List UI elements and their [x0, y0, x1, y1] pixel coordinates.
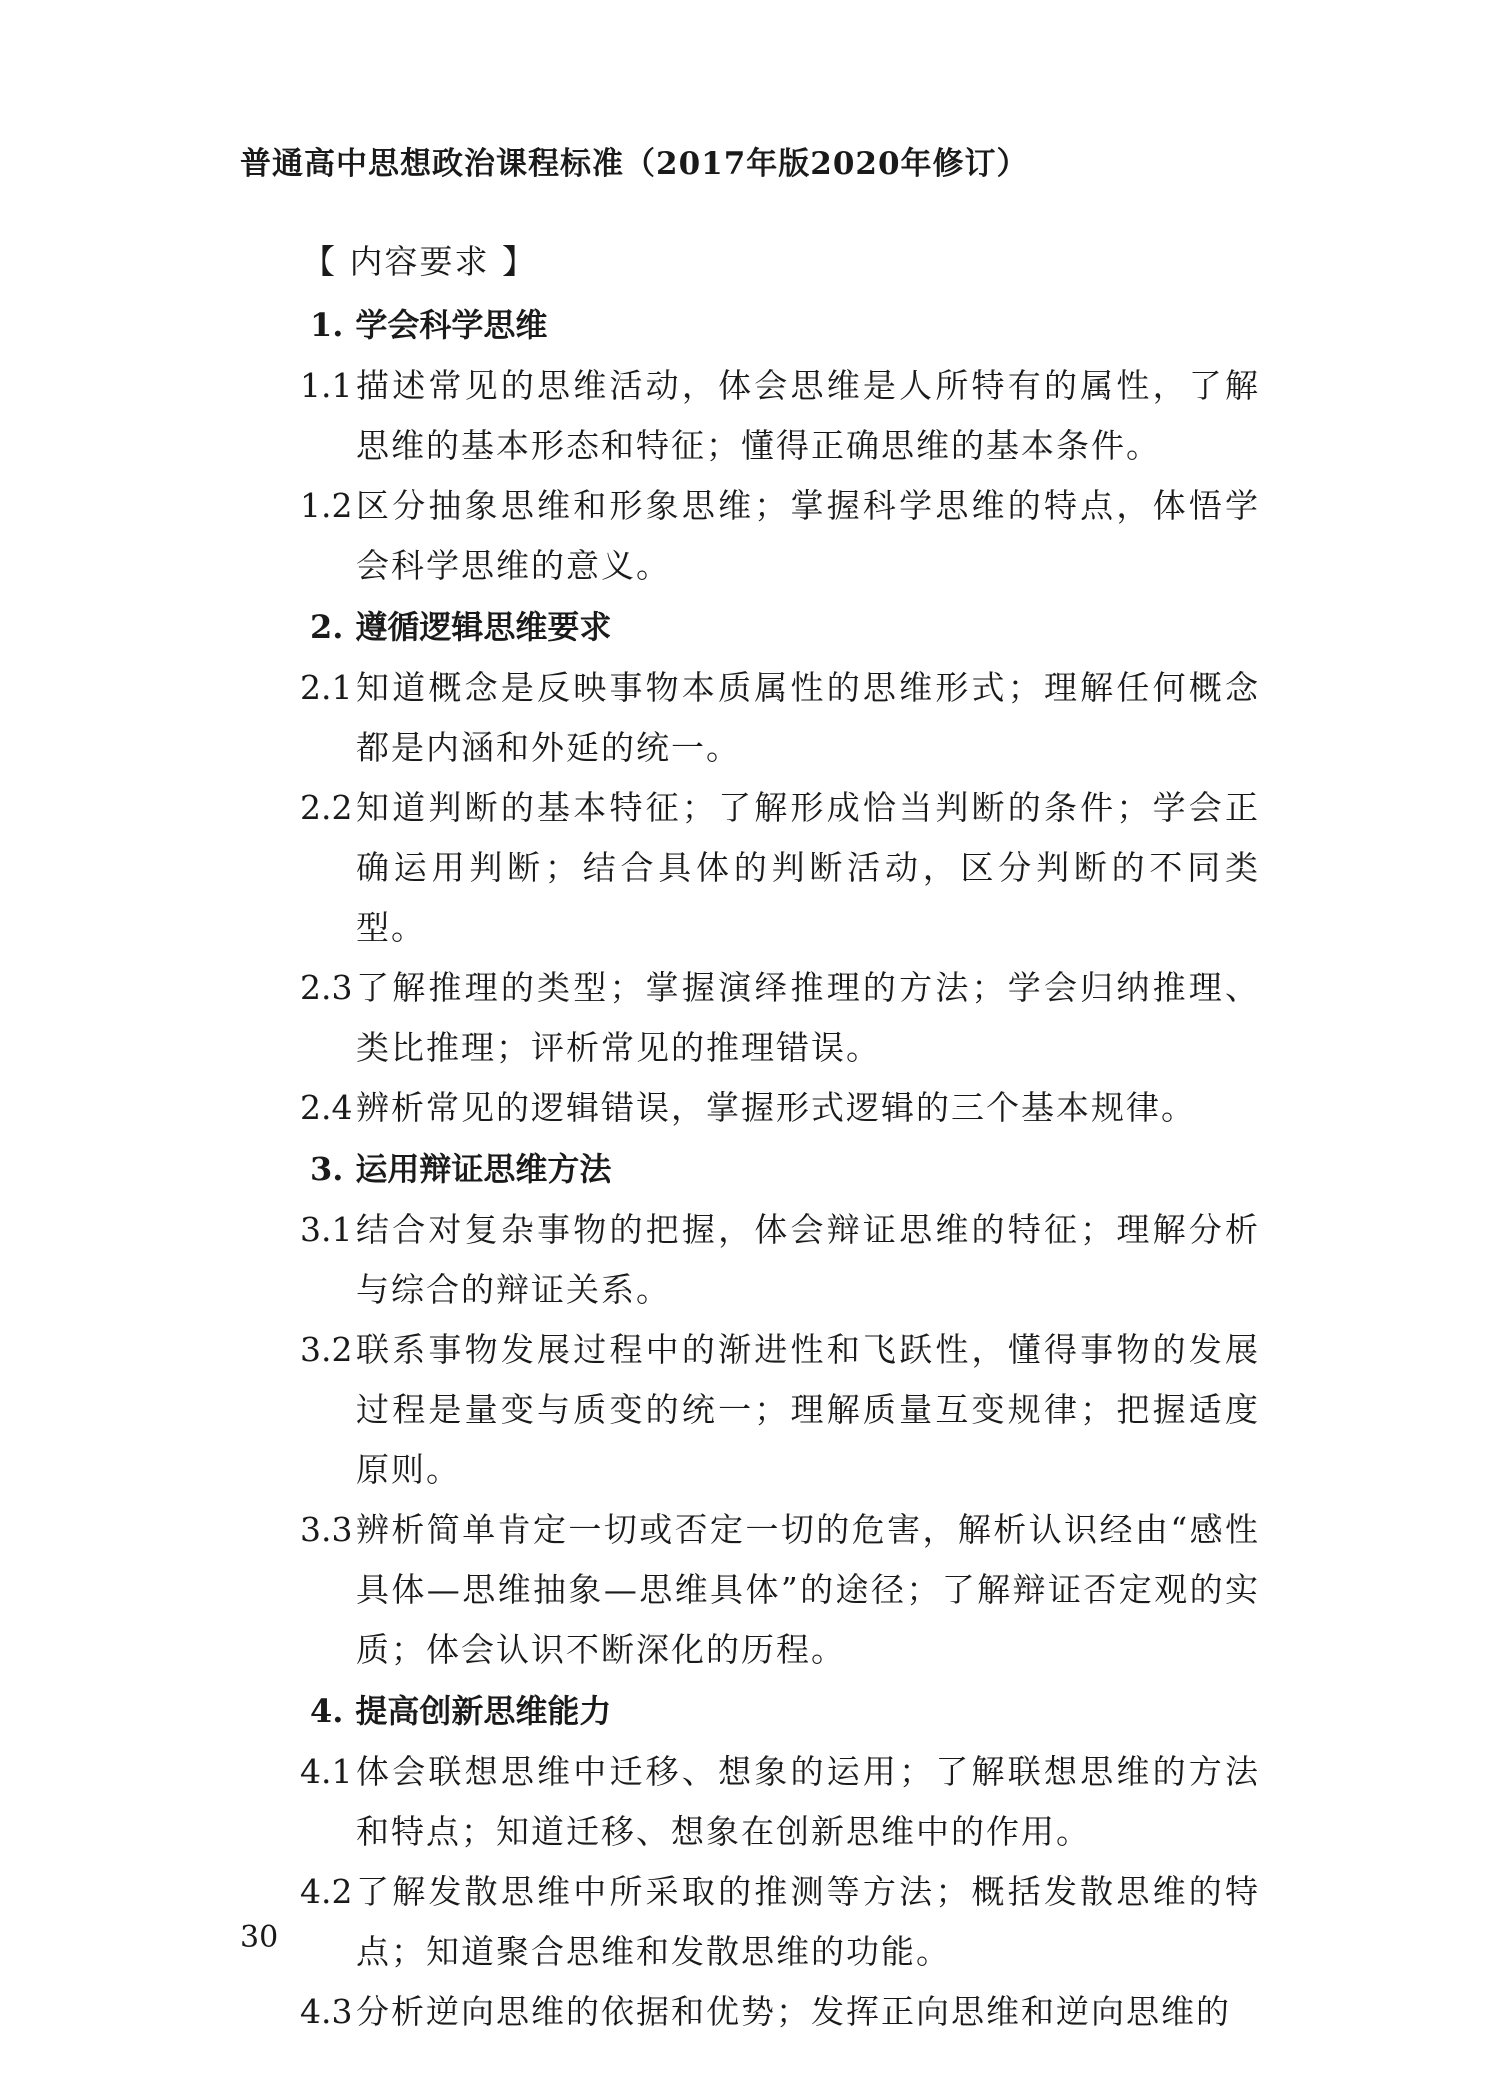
item-number: 2.3 [300, 968, 353, 1007]
section-title: 学会科学思维 [355, 306, 548, 344]
list-item [300, 958, 1260, 1078]
item-number: 4.2 [300, 1872, 353, 1911]
item-number: 3.2 [300, 1330, 353, 1369]
section-number: 4. [310, 1692, 344, 1730]
section-heading [300, 1138, 1260, 1200]
page-number: 30 [240, 1920, 279, 1955]
section-number: 3. [310, 1150, 344, 1188]
list-item [300, 658, 1260, 778]
list-item [300, 1862, 1260, 1982]
section-heading [300, 294, 1260, 356]
item-text: 辨析常见的逻辑错误，掌握形式逻辑的三个基本规律。 [356, 1088, 1196, 1127]
item-text: 体会联想思维中迁移、想象的运用；了解联想思维的方法和特点；知道迁移、想象在创新思维中的作用。 [356, 1752, 1260, 1851]
running-header: 普通高中思想政治课程标准（2017年版2020年修订） [240, 146, 1029, 182]
section-heading [300, 596, 1260, 658]
item-number: 4.1 [300, 1752, 353, 1791]
list-item [300, 1200, 1260, 1320]
item-text: 结合对复杂事物的把握，体会辩证思维的特征；理解分析与综合的辩证关系。 [356, 1210, 1260, 1309]
item-text: 分析逆向思维的依据和优势；发挥正向思维和逆向思维的 [356, 1992, 1231, 2031]
list-item [300, 1982, 1260, 2042]
item-number: 2.1 [300, 668, 353, 707]
list-item [300, 778, 1260, 958]
section-heading [300, 1680, 1260, 1742]
content [300, 232, 1260, 2042]
item-text: 联系事物发展过程中的渐进性和飞跃性，懂得事物的发展过程是量变与质变的统一；理解质量互变规律；把握适度原则。 [356, 1330, 1260, 1489]
list-item [300, 1742, 1260, 1862]
item-text: 知道概念是反映事物本质属性的思维形式；理解任何概念都是内涵和外延的统一。 [356, 668, 1260, 767]
section-title: 提高创新思维能力 [355, 1692, 612, 1730]
section-title: 运用辩证思维方法 [355, 1150, 612, 1188]
list-item [300, 356, 1260, 476]
list-item [300, 1078, 1260, 1138]
item-text: 了解发散思维中所采取的推测等方法；概括发散思维的特点；知道聚合思维和发散思维的功能。 [356, 1872, 1260, 1971]
item-text: 描述常见的思维活动，体会思维是人所特有的属性，了解思维的基本形态和特征；懂得正确思维的基本条件。 [356, 366, 1260, 465]
item-number: 3.3 [300, 1510, 353, 1549]
item-text: 区分抽象思维和形象思维；掌握科学思维的特点，体悟学会科学思维的意义。 [356, 486, 1260, 585]
list-item [300, 1320, 1260, 1500]
section-label: 【 内容要求 】 [302, 242, 537, 281]
item-number: 1.1 [300, 366, 353, 405]
item-number: 4.3 [300, 1992, 353, 2031]
section-number: 2. [310, 608, 344, 646]
item-number: 1.2 [300, 486, 353, 525]
section-number: 1. [310, 306, 344, 344]
item-text: 知道判断的基本特征；了解形成恰当判断的条件；学会正确运用判断；结合具体的判断活动，区分判断的不同类型。 [356, 788, 1260, 947]
item-number: 2.4 [300, 1088, 353, 1127]
item-text: 辨析简单肯定一切或否定一切的危害，解析认识经由“感性具体—思维抽象—思维具体”的途径；了解辩证否定观的实质；体会认识不断深化的历程。 [356, 1510, 1260, 1669]
list-item [300, 476, 1260, 596]
item-number: 2.2 [300, 788, 353, 827]
list-item [300, 1500, 1260, 1680]
section-title: 遵循逻辑思维要求 [355, 608, 612, 646]
item-number: 3.1 [300, 1210, 353, 1249]
item-text: 了解推理的类型；掌握演绎推理的方法；学会归纳推理、类比推理；评析常见的推理错误。 [356, 968, 1260, 1067]
